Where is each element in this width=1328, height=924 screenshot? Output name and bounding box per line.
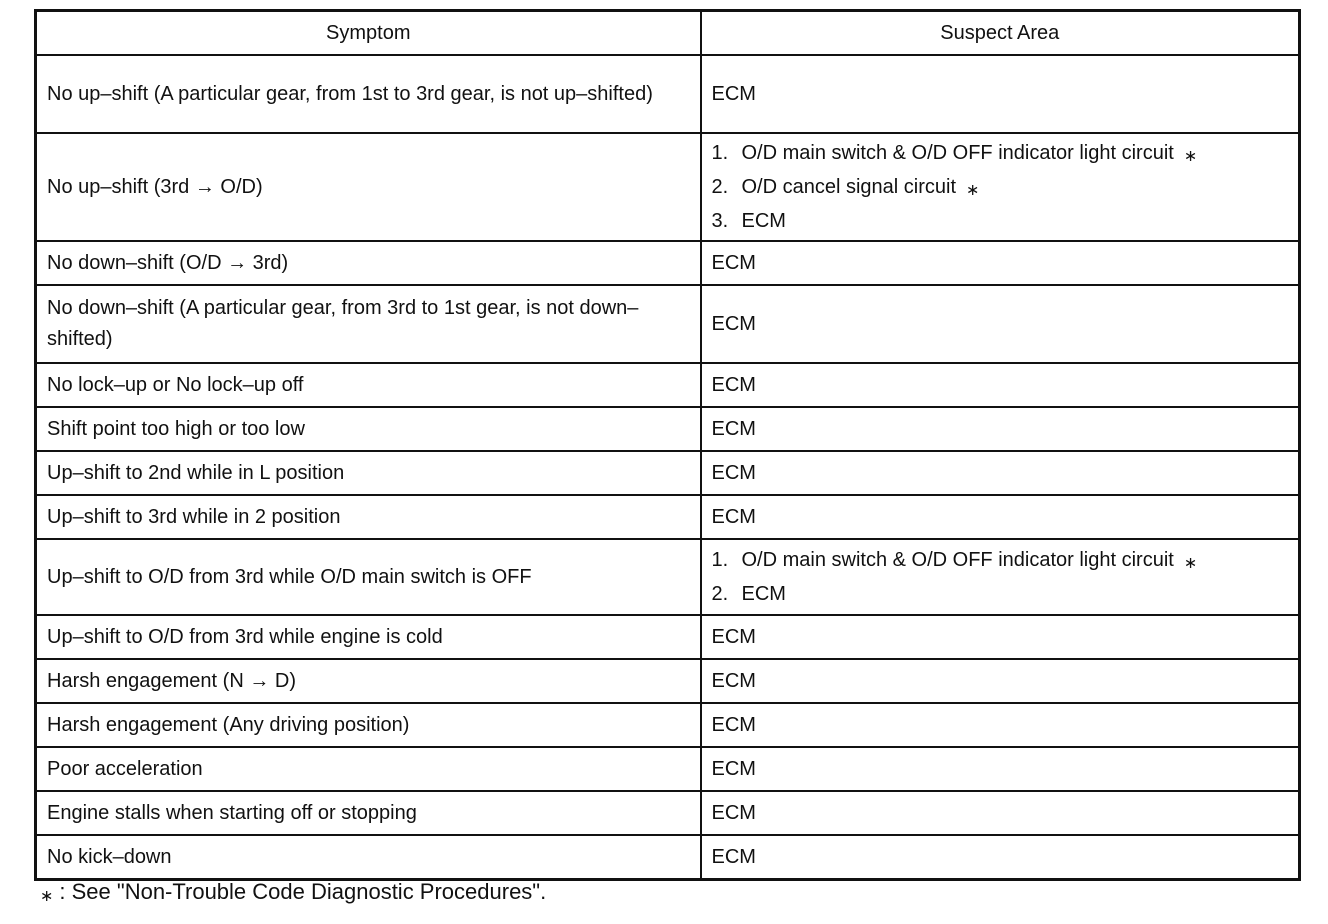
symptom-cell: Shift point too high or too low [36,407,701,451]
symptom-cell: No lock–up or No lock–up off [36,363,701,407]
asterisk-icon: ∗ [40,888,54,905]
item-text: O/D cancel signal circuit [741,176,957,198]
table-row [36,55,1300,133]
item-number: 1. [711,549,729,571]
symptom-cell: Harsh engagement (N → D) [36,659,701,703]
header-symptom: Symptom [36,11,701,56]
symptom-cell: No kick–down [36,835,701,880]
item-text: ECM [741,583,786,605]
symptom-cell: No down–shift (A particular gear, from 3rd to 1st gear, is not down–shifted) [36,285,701,363]
table-row [36,835,1300,880]
suspect-area-cell: ECM [701,615,1300,659]
symptom-cell: Harsh engagement (Any driving position) [36,703,701,747]
table-row [36,241,1300,285]
footnote-text: : See "Non-Trouble Code Diagnostic Procedures". [59,879,547,904]
symptom-cell: Up–shift to 2nd while in L position [36,451,701,495]
symptom-cell: No down–shift (O/D → 3rd) [36,241,701,285]
table-row [36,539,1300,615]
table-row [36,747,1300,791]
table-row [36,659,1300,703]
symptom-cell: Poor acceleration [36,747,701,791]
symptom-table [34,9,1301,881]
suspect-area-cell: ECM [701,241,1300,285]
list-item [712,205,1289,237]
table-row [36,615,1300,659]
asterisk-icon: ∗ [1183,555,1198,572]
symptom-cell: No up–shift (3rd → O/D) [36,133,701,241]
list-item [712,137,1289,171]
symptom-cell: Engine stalls when starting off or stopping [36,791,701,835]
suspect-area-cell [701,133,1300,241]
suspect-area-cell: ECM [701,55,1300,133]
table-row [36,451,1300,495]
item-number: 3. [711,210,729,232]
suspect-area-list [712,137,1289,237]
list-item [712,171,1289,205]
suspect-area-cell: ECM [701,703,1300,747]
asterisk-icon: ∗ [966,182,980,199]
suspect-area-cell: ECM [701,659,1300,703]
suspect-area-cell [701,539,1300,615]
suspect-area-cell: ECM [701,835,1300,880]
list-item [712,544,1289,578]
table-row [36,285,1300,363]
item-number: 2. [711,176,729,198]
suspect-area-cell: ECM [701,451,1300,495]
suspect-area-cell: ECM [701,407,1300,451]
item-number: 1. [711,142,729,164]
item-text: O/D main switch & O/D OFF indicator light circuit [741,549,1174,571]
footnote [40,877,546,910]
asterisk-icon: ∗ [1183,148,1198,165]
symptom-table-container [34,9,1298,881]
symptom-cell: Up–shift to O/D from 3rd while O/D main switch is OFF [36,539,701,615]
table-row [36,133,1300,241]
suspect-area-cell: ECM [701,747,1300,791]
table-row [36,363,1300,407]
list-item [712,578,1289,610]
item-text: O/D main switch & O/D OFF indicator light circuit [741,142,1174,164]
suspect-area-cell: ECM [701,363,1300,407]
suspect-area-cell: ECM [701,791,1300,835]
suspect-area-cell: ECM [701,495,1300,539]
table-row [36,407,1300,451]
suspect-area-cell: ECM [701,285,1300,363]
table-row [36,703,1300,747]
header-suspect-area: Suspect Area [701,11,1300,56]
symptom-cell: No up–shift (A particular gear, from 1st to 3rd gear, is not up–shifted) [36,55,701,133]
symptom-cell: Up–shift to 3rd while in 2 position [36,495,701,539]
table-row [36,791,1300,835]
suspect-area-list [712,544,1289,610]
item-text: ECM [741,210,786,232]
table-header-row [36,11,1300,56]
item-number: 2. [711,583,729,605]
symptom-cell: Up–shift to O/D from 3rd while engine is cold [36,615,701,659]
table-row [36,495,1300,539]
